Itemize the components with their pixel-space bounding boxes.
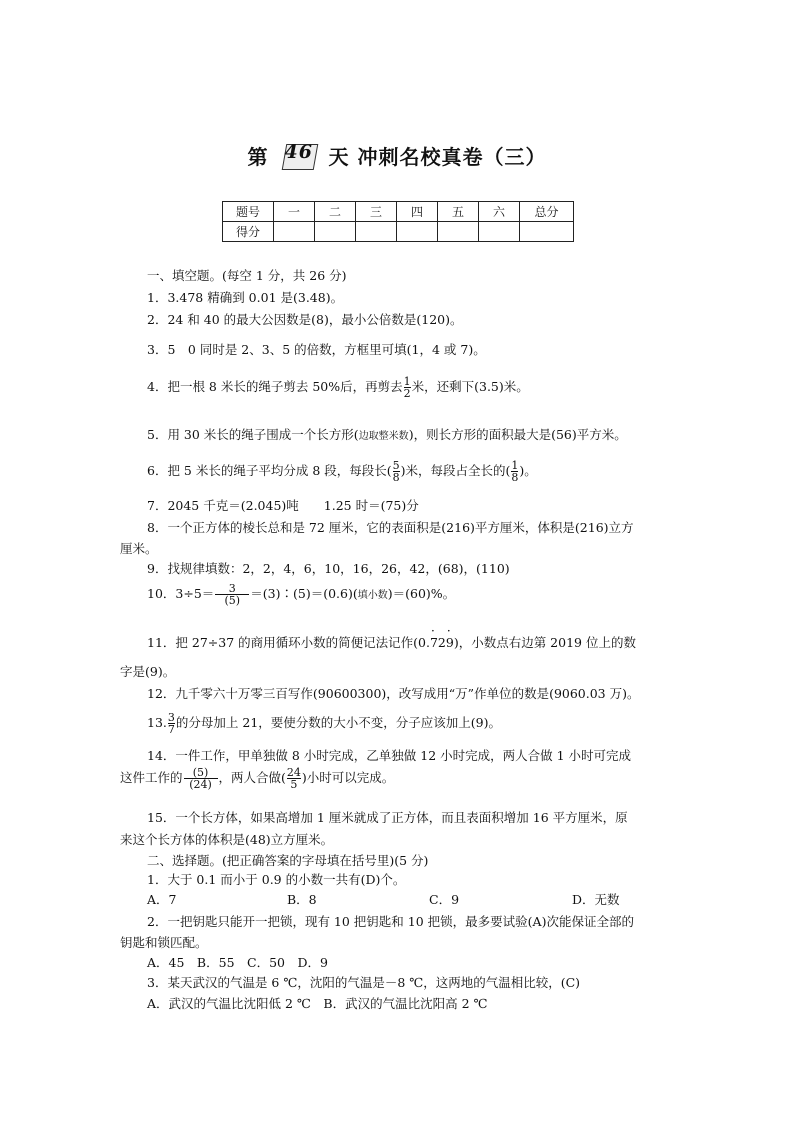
question-3: 3．5 0 同时是 2、3、5 的倍数，方框里可填(1，4 或 7)。: [147, 342, 486, 357]
day-number: 46: [284, 141, 313, 163]
fraction: $\frac{1}{8}$: [511, 459, 519, 484]
section2-heading: 二、选择题。(把正确答案的字母填在括号里)(5 分): [147, 853, 429, 868]
choice-question-2-line2: 钥匙和锁匹配。: [120, 935, 208, 950]
question-14-line1: 14．一件工作，甲单独做 8 小时完成，乙单独做 12 小时完成，两人合做 1 小时可完成: [147, 748, 632, 763]
calendar-icon: [281, 140, 317, 170]
score-cell[interactable]: [274, 222, 315, 242]
question-4: 4．把一根 8 米长的绳子剪去 50%后，再剪去 $\frac{1}{2}$ 米，还剩下(3.5)米。: [147, 375, 529, 400]
question-14-line2: 这件工作的 $\frac{(5)}{(24)}$ ，两人合做( $\frac{24}{5}$ )小时可以完成。: [120, 766, 395, 791]
score-cell[interactable]: [438, 222, 479, 242]
question-5: 5．用 30 米长的绳子围成一个长方形(边取整米数)，则长方形的面积最大是(56)平方米。: [147, 427, 627, 442]
option: C．9: [429, 892, 460, 907]
header-cell: 四: [397, 202, 438, 222]
score-cell[interactable]: [479, 222, 520, 242]
question-9: 9．找规律填数：2，2，4，6，10，16，26，42，(68)，(110): [147, 561, 510, 576]
question-8-line2: 厘米。: [120, 541, 158, 556]
fraction: $\frac{24}{5}$: [286, 766, 301, 791]
header-cell: 一: [274, 202, 315, 222]
question-13: 13. $\frac{3}{7}$ 的分母加上 21，要使分数的大小不变，分子应该加上(9)。: [147, 711, 501, 736]
question-8-line1: 8．一个正方体的棱长总和是 72 厘米，它的表面积是(216)平方厘米，体积是(216)立方: [147, 520, 634, 535]
header-cell: 六: [479, 202, 520, 222]
title-suffix: 天 冲刺名校真卷（三）: [328, 145, 547, 169]
section1-heading: 一、填空题。(每空 1 分，共 26 分): [147, 268, 347, 283]
score-table: [222, 201, 574, 242]
question-15-line1: 15．一个长方体，如果高增加 1 厘米就成了正方体，而且表面积增加 16 平方厘米，原: [147, 810, 628, 825]
question-12: 12．九千零六十万零三百写作(90600300)，改写成用“万”作单位的数是(9060.03 万)。: [147, 686, 640, 701]
page-title: [0, 140, 794, 170]
question-15-line2: 来这个长方体的体积是(48)立方厘米。: [120, 832, 334, 847]
option: B．8: [287, 892, 317, 907]
fraction: $\frac{(5)}{(24)}$: [184, 767, 218, 790]
score-cell[interactable]: [315, 222, 356, 242]
header-cell: 三: [356, 202, 397, 222]
choice-question-3: 3．某天武汉的气温是 6 ℃，沈阳的气温是－8 ℃，这两地的气温相比较，(C): [147, 975, 581, 990]
question-10: 10．3÷5＝ $\frac{3}{(5)}$ ＝(3)∶(5)＝(0.6)(填小数)＝(60)%。: [147, 582, 456, 607]
header-cell: 题号: [223, 202, 274, 222]
score-cell[interactable]: [397, 222, 438, 242]
question-1: 1．3.478 精确到 0.01 是(3.48)。: [147, 290, 344, 305]
choice-question-2-options: A．45 B．55 C．50 D．9: [147, 955, 328, 970]
fraction: $\frac{3}{(5)}$: [215, 583, 249, 606]
option: A．7: [147, 892, 177, 907]
fraction: $\frac{1}{2}$: [403, 375, 411, 400]
row-label: 得分: [223, 222, 274, 242]
score-table-score-row: [223, 222, 574, 242]
choice-question-1: 1．大于 0.1 而小于 0.9 的小数一共有(D)个。: [147, 872, 406, 887]
question-11-line2: 字是(9)。: [120, 664, 176, 679]
score-cell[interactable]: [520, 222, 574, 242]
choice-question-2-line1: 2．一把钥匙只能开一把锁，现有 10 把钥匙和 10 把锁，最多要试验(A)次能保证全部的: [147, 914, 634, 929]
choice-question-3-options: A．武汉的气温比沈阳低 2 ℃ B．武汉的气温比沈阳高 2 ℃: [147, 996, 488, 1011]
question-7: 7．2045 千克＝(2.045)吨 1.25 时＝(75)分: [147, 498, 419, 513]
option: D．无数: [572, 892, 620, 907]
question-11-line1: 11．把 27÷37 的商用循环小数的简便记法记作(0.· 72· 9)，小数点右边第 2019 位上的数: [147, 633, 636, 651]
header-cell: 总分: [520, 202, 574, 222]
header-cell: 二: [315, 202, 356, 222]
score-table-header-row: [223, 202, 574, 222]
score-cell[interactable]: [356, 222, 397, 242]
question-6: 6．把 5 米长的绳子平均分成 8 段，每段长( $\frac{5}{8}$ )米，每段占全长的( $\frac{1}{8}$ )。: [147, 459, 537, 484]
fraction: $\frac{5}{8}$: [392, 459, 400, 484]
title-prefix: 第: [247, 145, 269, 169]
header-cell: 五: [438, 202, 479, 222]
question-2: 2．24 和 40 的最大公因数是(8)，最小公倍数是(120)。: [147, 312, 463, 327]
fraction: $\frac{3}{7}$: [167, 711, 175, 736]
